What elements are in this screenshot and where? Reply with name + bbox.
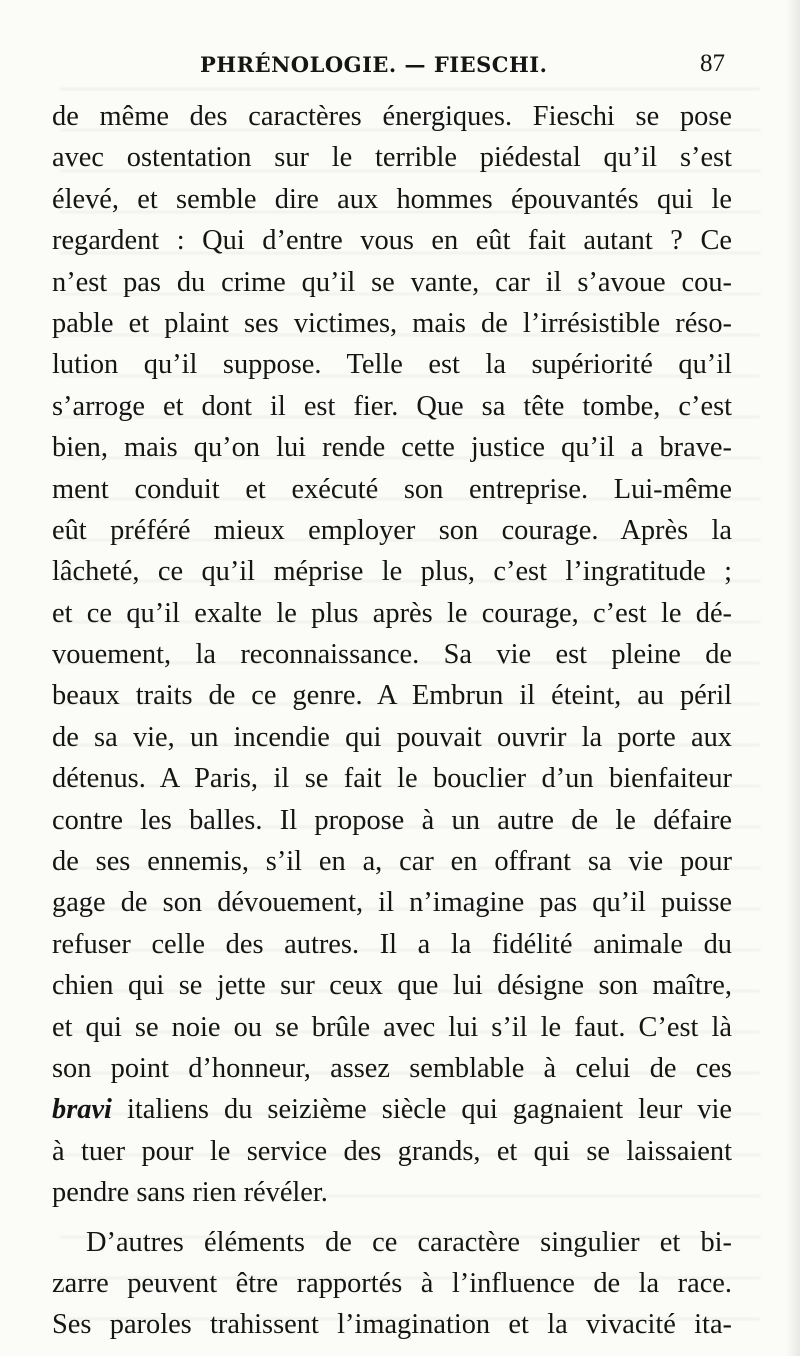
text-line: vouement, la reconnaissance. Sa vie est pleine de [52, 639, 732, 671]
text-line: et qui se noie ou se brûle avec lui s’il le faut. C’est là [52, 1011, 732, 1043]
text-line: n’est pas du crime qu’il se vante, car il s’avoue cou- [52, 266, 732, 298]
text-line: et ce qu’il exalte le plus après le courage, c’est le dé- [52, 597, 732, 629]
italic-word: bravi [52, 1094, 112, 1126]
text-line-last: pendre sans rien révéler. [52, 1177, 328, 1209]
text-line: chien qui se jette sur ceux que lui désigne son maître, [52, 970, 732, 1002]
text-line: lution qu’il suppose. Telle est la supériorité qu’il [52, 349, 732, 381]
page-edge-shadow [786, 0, 800, 1356]
text-line: de même des caractères énergiques. Fieschi se pose [52, 101, 732, 132]
text-line: gage de son dévouement, il n’imagine pas qu’il puisse [52, 887, 732, 919]
text-line-with-italic [52, 1089, 732, 1130]
text-line: de ses ennemis, s’il en a, car en offrant sa vie pour [52, 846, 732, 878]
text-line: avec ostentation sur le terrible piédestal qu’il s’est [52, 142, 732, 174]
text-line: beaux traits de ce genre. A Embrun il éteint, au péril [52, 680, 732, 712]
text-line: bien, mais qu’on lui rende cette justice qu’il a brave- [52, 432, 732, 464]
body-text [52, 96, 732, 1346]
text-line: contre les balles. Il propose à un autre de le défaire [52, 804, 732, 836]
text-line: son point d’honneur, assez semblable à celui de ces [52, 1052, 732, 1084]
text-line: ment conduit et exécuté son entreprise. Lui-même [52, 473, 732, 505]
text-line: à tuer pour le service des grands, et qui se laissaient [52, 1135, 732, 1167]
text-line: regardent : Qui d’entre vous en eût fait autant ? Ce [52, 225, 732, 257]
text-line: de sa vie, un incendie qui pouvait ouvrir la porte aux [52, 721, 732, 753]
text-line: eût préféré mieux employer son courage. Après la [52, 514, 732, 546]
text-line: Ses paroles trahissent l’imagination et la vivacité ita- [52, 1309, 732, 1341]
text-line: pable et plaint ses victimes, mais de l’irrésistible réso- [52, 307, 732, 339]
text-line: détenus. A Paris, il se fait le bouclier d’un bienfaiteur [52, 763, 732, 795]
text-line: s’arroge et dont il est fier. Que sa tête tombe, c’est [52, 390, 732, 422]
page-header [200, 50, 725, 80]
page-number: 87 [700, 50, 725, 77]
text-line: refuser celle des autres. Il a la fidélité animale du [52, 928, 732, 960]
text-line: élevé, et semble dire aux hommes épouvantés qui le [52, 183, 732, 215]
running-head: PHRÉNOLOGIE. — FIESCHI. [200, 52, 548, 77]
line-continuation: italiens du seizième siècle qui gagnaient leur vie [111, 1094, 732, 1126]
paragraph-1 [52, 96, 732, 1214]
text-line: zarre peuvent être rapportés à l’influence de la race. [52, 1267, 732, 1299]
text-line: lâcheté, ce qu’il méprise le plus, c’est l’ingratitude ; [52, 556, 732, 588]
text-line: D’autres éléments de ce caractère singulier et bi- [86, 1226, 732, 1258]
paragraph-2 [52, 1222, 732, 1346]
